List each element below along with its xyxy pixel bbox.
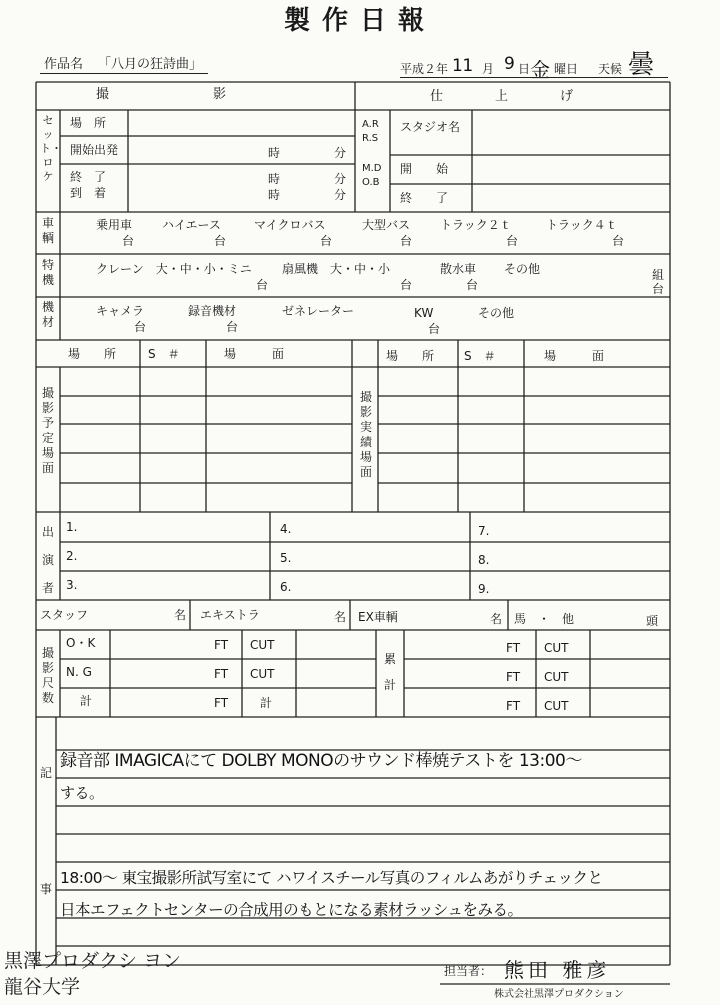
horse-unit: 頭 [646,614,659,628]
actual-s-header: S ＃ [464,349,496,363]
start-hour: 時 [268,146,281,160]
cast-number: 3. [66,578,78,592]
staff-unit: 名 [174,608,187,622]
studio-label: スタジオ名 [400,120,461,134]
start-minute: 分 [334,146,347,160]
finish-header: 仕 上 げ [430,89,574,104]
equipment-item: KW [414,306,434,320]
notes-line-3: 18:00〜 東宝撮影所試写室にて ハワイスチール写真のフィルムあがりチェックと [60,869,603,887]
plan-s-header: S ＃ [148,347,180,361]
vehicle-unit: 台 [214,234,227,248]
arrive-hour: 時 [268,188,281,202]
company-name: 株式会社黒澤プロダクション [494,989,624,1000]
ex-car-unit: 名 [490,612,503,626]
plan-scenes-label: 撮影予定場面 [41,386,54,475]
vehicle-item: マイクロバス [254,218,326,232]
cast-number: 6. [280,580,292,594]
special-unit: 台 [400,278,413,292]
ok-label: O・K [66,636,96,650]
cast-number: 4. [280,522,292,536]
horse-label: 馬 ・ 他 [514,612,575,626]
cut-unit: CUT [544,699,569,713]
plan-place-header: 場 所 [68,347,117,361]
vehicle-item: トラック２ｔ [440,218,512,232]
total-label: 計 [80,694,93,708]
actual-scenes-label: 撮影実績場面 [359,390,372,479]
cut-unit: CUT [250,667,275,681]
special-unit: 台 [652,282,665,296]
arrive-label: 到 着 [70,186,107,200]
vehicle-item: 乗用車 [96,218,133,232]
collection-watermark-sub: 龍谷大学 [4,976,81,998]
work-name-label: 作品名 [44,57,84,72]
cast-number: 2. [66,549,78,563]
place-label: 場 所 [70,116,107,130]
cut-unit: CUT [544,670,569,684]
shoot-header: 撮 影 [96,87,227,102]
month-label: 月 [482,62,495,76]
vehicle-unit: 台 [320,234,333,248]
work-name: 「八月の狂詩曲」 [98,57,203,72]
notes-label-2: 事 [40,882,53,896]
collection-watermark: 黒澤プロダクシ ヨン [4,950,182,972]
page-title: 製作日報 [283,6,436,36]
equipment-item: ゼネレーター [282,304,355,318]
ft-unit: FT [506,670,521,684]
actual-place-header: 場 所 [386,349,435,363]
vehicle-unit: 台 [400,234,413,248]
cumulative-label: 累計 [383,652,396,692]
cast-label: 出演者 [41,525,54,595]
plan-scene-header: 場 面 [224,347,285,361]
equipment-label: 機材 [41,300,54,329]
special-unit: 台 [256,278,269,292]
equipment-unit: 台 [226,320,239,334]
arrive-minute: 分 [334,188,347,202]
special-item: クレーン 大・中・小・ミニ [96,262,252,276]
extra-unit: 名 [334,610,347,624]
vehicle-item: 大型バス [362,218,411,232]
notes-label-1: 記 [40,766,53,780]
special-item: 扇風機 大・中・小 [282,262,391,276]
notes-line-4: 日本エフェクトセンターの合成用のもとになる素材ラッシュをみる。 [60,901,523,919]
vehicle-unit: 台 [612,234,625,248]
staff-label: スタッフ [40,608,89,622]
ft-unit: FT [214,638,229,652]
cut-unit: CUT [544,641,569,655]
extra-label: エキストラ [200,608,260,622]
vehicle-unit: 台 [122,234,135,248]
end-label: 終 了 [70,170,107,184]
month-value: 11 [452,56,473,76]
ng-label: N. G [66,665,92,679]
weather-label: 天候 [598,62,623,76]
end-hour: 時 [268,172,281,186]
special-unit: 台 [466,278,479,292]
notes-line-1: 録音部 IMAGICAにて DOLBY MONOのサウンド棒焼テストを 13:00〜 [60,751,582,771]
era: 平成２年 [400,62,449,76]
vehicles-label: 車輌 [41,216,54,245]
rs-label: R.S [362,133,379,144]
cast-number: 8. [478,553,490,567]
special-item: その他 [504,262,541,276]
equipment-item: キャメラ [96,304,145,318]
vehicle-unit: 台 [506,234,519,248]
cast-number: 5. [280,551,292,565]
ex-car-label: EX車輌 [358,610,398,624]
ft-unit: FT [506,641,521,655]
ft-unit: FT [214,696,229,710]
ft-unit: FT [506,699,521,713]
cast-number: 1. [66,520,78,534]
finish-start-label: 開 始 [400,162,449,176]
ob-label: O.B [362,177,380,188]
set-loc-label: セット・ロケ [40,114,62,183]
manager-name: 熊田 雅彦 [504,958,611,982]
md-label: M.D [362,163,382,174]
weather-value: 曇 [628,50,654,80]
special-item: 散水車 [440,262,477,276]
cut-unit: CUT [250,638,275,652]
ft-unit: FT [214,667,229,681]
special-set: 組 [652,268,665,282]
cut-total-label: 計 [260,696,273,710]
special-label: 特機 [41,258,54,287]
finish-end-label: 終 了 [400,191,449,205]
actual-scene-header: 場 面 [544,349,605,363]
vehicle-item: トラック４ｔ [546,218,618,232]
cast-number: 9. [478,582,490,596]
equipment-item: その他 [478,306,515,320]
day-label: 日 [518,62,531,76]
end-minute: 分 [334,172,347,186]
notes-line-2: する。 [60,784,104,802]
weekday-label: 曜日 [554,62,579,76]
equipment-item: 録音機材 [188,304,237,318]
equipment-unit: 台 [134,320,147,334]
weekday-value: 金 [530,58,550,82]
equipment-unit: 台 [428,322,441,336]
vehicle-item: ハイエース [162,218,221,232]
footage-label: 撮影尺数 [41,646,54,705]
day-value: 9 [504,54,515,74]
manager-label: 担当者： [444,964,493,978]
ar-label: A.R [362,119,379,130]
start-label: 開始出発 [70,143,119,157]
cast-number: 7. [478,524,490,538]
